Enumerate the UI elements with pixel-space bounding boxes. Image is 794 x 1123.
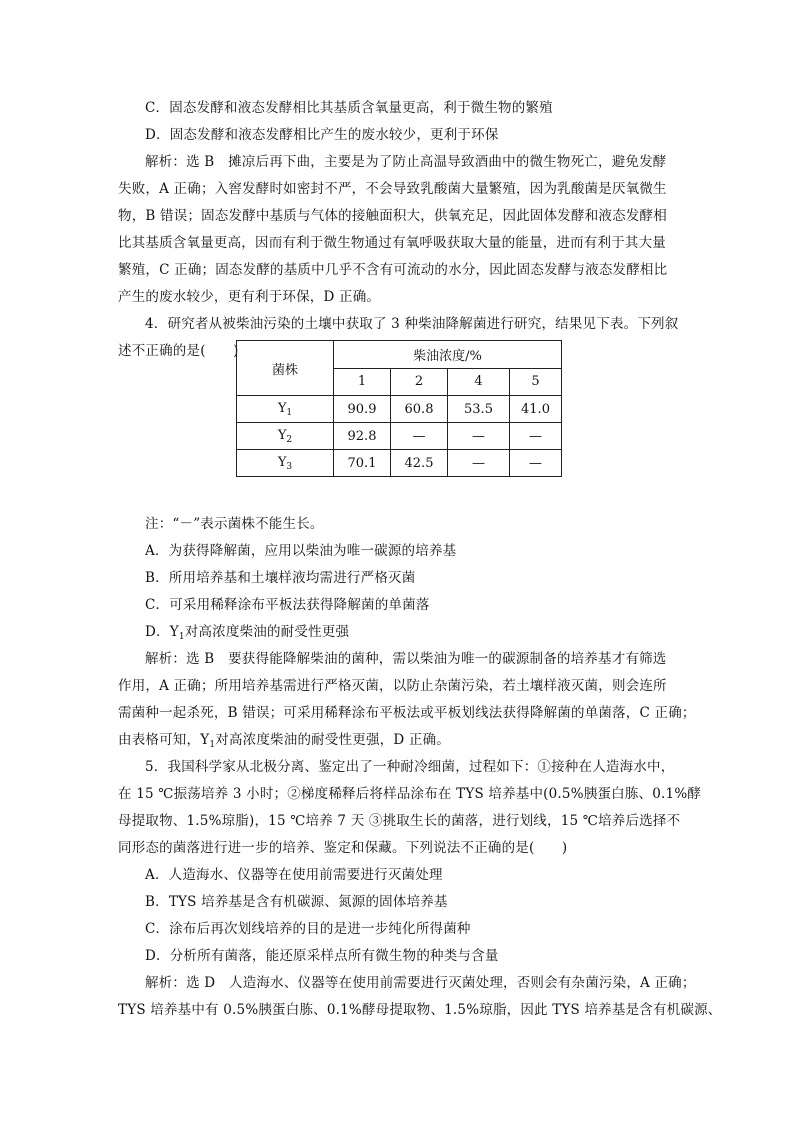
q3-analysis-line: 产生的废水较少，更有利于环保，D 正确。 bbox=[118, 289, 381, 305]
concentration-cell: 2 bbox=[391, 368, 448, 396]
q4-option-a: A．为获得降解菌，应用以柴油为唯一碳源的培养基 bbox=[145, 543, 457, 559]
q5-option-b: B．TYS 培养基是含有机碳源、氮源的固体培养基 bbox=[145, 894, 448, 910]
q3-analysis-line: 失败，A 正确；入窖发酵时如密封不严，不会导致乳酸菌大量繁殖，因为乳酸菌是厌氧微生 bbox=[118, 181, 667, 197]
table-row bbox=[237, 396, 562, 423]
q4-option-b: B．所用培养基和土壤样液均需进行严格灭菌 bbox=[145, 570, 416, 586]
table-note: 注：“－”表示菌株不能生长。 bbox=[145, 516, 324, 532]
strain-cell: $Y_2$ bbox=[237, 423, 334, 450]
q4-analysis-line: 作用，A 正确；所用培养基需进行严格灭菌，以防止杂菌污染，若土壤样液灭菌，则会连所 bbox=[118, 678, 667, 694]
strain-header: 菌株 bbox=[237, 341, 334, 396]
q3-analysis-line: 繁殖，C 正确；固态发酵的基质中几乎不含有可流动的水分，因此固态发酵与液态发酵相比 bbox=[118, 262, 668, 278]
value-cell: — bbox=[510, 450, 562, 477]
q4-analysis-line: 由表格可知，$Y_1$对高浓度柴油的耐受性更强，D 正确。 bbox=[118, 732, 450, 750]
diesel-tolerance-table bbox=[236, 340, 562, 477]
value-cell: — bbox=[448, 450, 510, 477]
concentration-cell: 1 bbox=[334, 368, 391, 396]
q5-analysis-line: TYS 培养基中有 0.5%胰蛋白胨、0.1%酵母提取物、1.5%琼脂，因此 TYS 培养基是含有机碳源、 bbox=[118, 1002, 722, 1018]
q3-option-c: C．固态发酵和液态发酵相比其基质含氧量更高，利于微生物的繁殖 bbox=[145, 100, 553, 116]
q4-option-d: D．$Y_1$对高浓度柴油的耐受性更强 bbox=[145, 624, 350, 642]
q5-stem-line: 5．我国科学家从北极分离、鉴定出了一种耐冷细菌，过程如下：①接种在人造海水中， bbox=[145, 759, 675, 775]
q5-option-d: D．分析所有菌落，能还原采样点所有微生物的种类与含量 bbox=[145, 948, 499, 964]
value-cell: 42.5 bbox=[391, 450, 448, 477]
q4-stem-line: 述不正确的是( ) bbox=[118, 343, 239, 359]
q5-analysis-line: 解析：选 D 人造海水、仪器等在使用前需要进行灭菌处理，否则会有杂菌污染，A 正确； bbox=[145, 975, 696, 991]
strain-cell: $Y_1$ bbox=[237, 396, 334, 423]
q4-analysis-line: 需菌种一起杀死，B 错误；可采用稀释涂布平板法或平板划线法获得降解菌的单菌落，C 正确； bbox=[118, 705, 696, 721]
q3-analysis-line: 解析：选 B 摊凉后再下曲，主要是为了防止高温导致酒曲中的微生物死亡，避免发酵 bbox=[145, 154, 667, 170]
table-row bbox=[237, 450, 562, 477]
q5-stem-line: 母提取物、1.5%琼脂)，15 ℃培养 7 天 ③挑取生长的菌落，进行划线，15 ℃培养后选择不 bbox=[118, 813, 681, 829]
q4-stem-line: 4．研究者从被柴油污染的土壤中获取了 3 种柴油降解菌进行研究，结果见下表。下列叙 bbox=[145, 316, 679, 332]
q5-stem-line: 在 15 ℃振荡培养 3 小时；②梯度稀释后将样品涂布在 TYS 培养基中(0.5%胰蛋白胨、0.1%酵 bbox=[118, 786, 702, 802]
q5-option-c: C．涂布后再次划线培养的目的是进一步纯化所得菌种 bbox=[145, 921, 471, 937]
q5-stem-line: 同形态的菌落进行进一步的培养、鉴定和保藏。下列说法不正确的是( ) bbox=[118, 840, 568, 856]
value-cell: 41.0 bbox=[510, 396, 562, 423]
concentration-header: 柴油浓度/% bbox=[334, 341, 562, 369]
value-cell: 90.9 bbox=[334, 396, 391, 423]
concentration-cell: 5 bbox=[510, 368, 562, 396]
value-cell: — bbox=[391, 423, 448, 450]
value-cell: — bbox=[448, 423, 510, 450]
q5-option-a: A．人造海水、仪器等在使用前需要进行灭菌处理 bbox=[145, 867, 443, 883]
value-cell: 53.5 bbox=[448, 396, 510, 423]
strain-cell: $Y_3$ bbox=[237, 450, 334, 477]
q3-option-d: D．固态发酵和液态发酵相比产生的废水较少，更利于环保 bbox=[145, 127, 499, 143]
q4-option-c: C．可采用稀释涂布平板法获得降解菌的单菌落 bbox=[145, 597, 430, 613]
q3-analysis-line: 比其基质含氧量更高，因而有利于微生物通过有氧呼吸获取大量的能量，进而有利于其大量 bbox=[118, 235, 666, 251]
value-cell: 60.8 bbox=[391, 396, 448, 423]
table-row bbox=[237, 423, 562, 450]
q4-analysis-line: 解析：选 B 要获得能降解柴油的菌种，需以柴油为唯一的碳源制备的培养基才有筛选 bbox=[145, 651, 667, 667]
value-cell: 92.8 bbox=[334, 423, 391, 450]
q3-analysis-line: 物，B 错误；固态发酵中基质与气体的接触面积大，供氧充足，因此固体发酵和液态发酵相 bbox=[118, 208, 667, 224]
concentration-cell: 4 bbox=[448, 368, 510, 396]
value-cell: 70.1 bbox=[334, 450, 391, 477]
value-cell: — bbox=[510, 423, 562, 450]
